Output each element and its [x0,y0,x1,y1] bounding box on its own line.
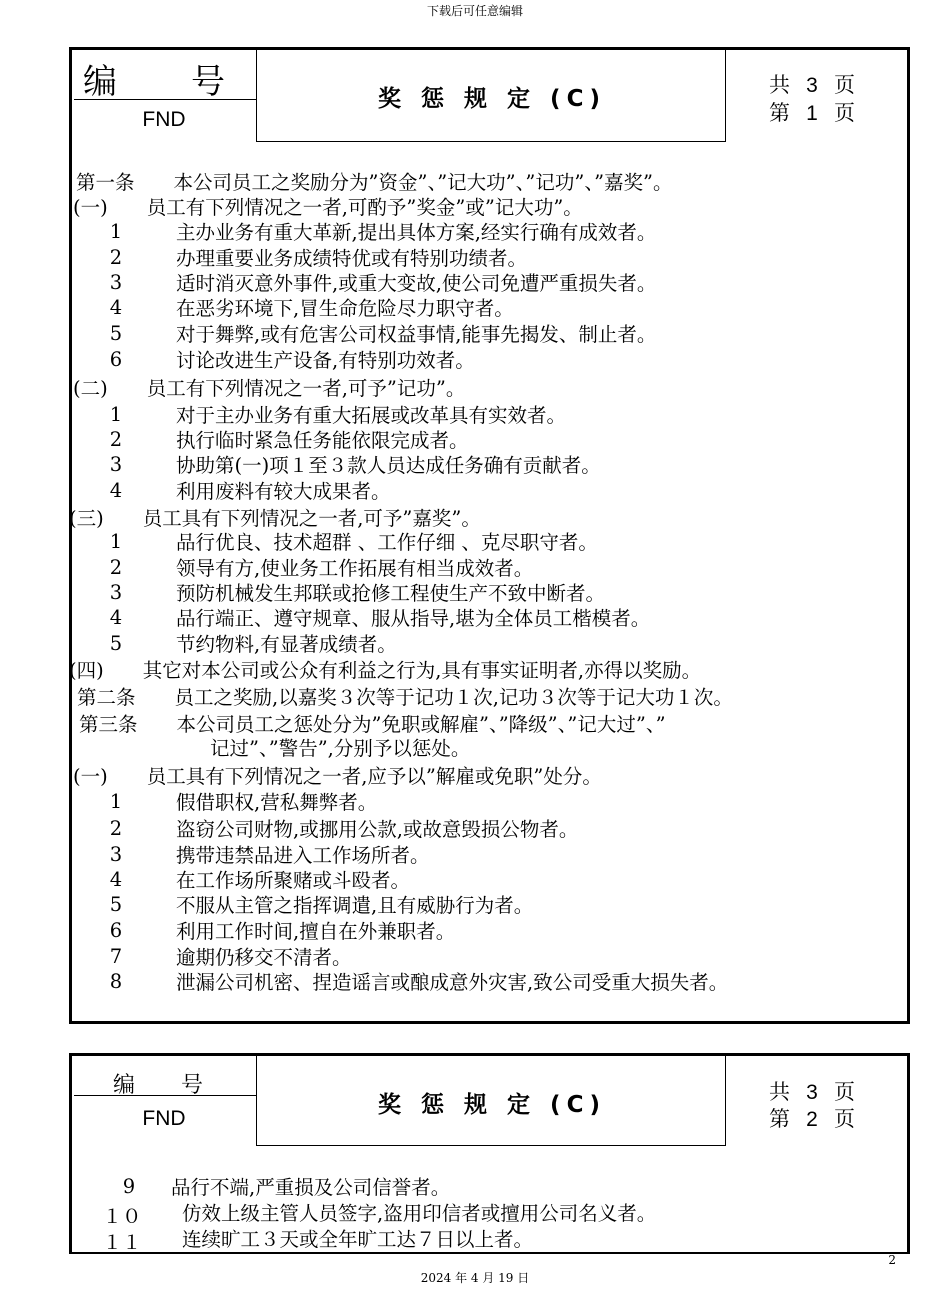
item-text: 不服从主管之指挥调遣,且有威胁行为者。 [176,894,534,917]
item-number: 4 [109,479,123,502]
item-number: 4 [109,606,123,629]
item-text: 品行端正、遵守规章、服从指导,堪为全体员工楷模者。 [176,607,651,630]
doc-title: 奖 惩 规 定 (C) [378,86,606,112]
section-heading: (一) 员工有下列情况之一者,可酌予”奖金”或”记大功”。 [73,196,583,219]
item-text: 品行不端,严重损及公司信誉者。 [171,1176,451,1199]
item-text: 利用废料有较大成果者。 [176,480,391,503]
item-number: 1 [109,220,123,243]
current-unit: 页 [834,101,855,125]
item-number: 8 [109,970,123,993]
item-text: 假借职权,营私舞弊者。 [176,791,378,814]
current-page-value: 1 [806,102,818,125]
item-number: 2 [109,246,123,269]
item-text: 办理重要业务成绩特优或有特别功绩者。 [176,247,528,270]
item-number: 3 [109,581,123,604]
item-text: 领导有方,使业务工作拓展有相当成效者。 [176,557,534,580]
section-heading: (一) 员工具有下列情况之一者,应予以”解雇或免职”处分。 [73,765,602,788]
section-heading: (四) 其它对本公司或公众有利益之行为,具有事实证明者,亦得以奖励。 [69,659,702,682]
item-number: 5 [109,893,123,916]
item-number: 9 [122,1175,136,1198]
item-text: 讨论改进生产设备,有特别功效者。 [176,349,475,372]
code-value-2: FND [142,1107,186,1130]
item-text: 利用工作时间,擅自在外兼职者。 [176,920,456,943]
code-divider [74,99,256,100]
current-page [769,97,855,127]
total-pages [769,69,855,99]
item-text: 泄漏公司机密、捏造谣言或酿成意外灾害,致公司受重大损失者。 [176,971,729,994]
total-label-2: 共 [769,1080,790,1104]
item-number: 3 [109,271,123,294]
total-label: 共 [769,73,790,97]
item-text: 执行临时紧急任务能依限完成者。 [176,429,469,452]
item-text: 对于主办业务有重大拓展或改革具有实效者。 [176,404,567,427]
doc-title-2: 奖 惩 规 定 (C) [378,1092,606,1118]
item-number: 7 [109,945,123,968]
code-value: FND [142,108,186,131]
item-text: 仿效上级主管人员签字,盗用印信者或擅用公司名义者。 [182,1202,657,1225]
item-text: 品行优良、技术超群 、工作仔细 、克尽职守者。 [176,531,598,554]
item-text: 盗窃公司财物,或挪用公款,或故意毁损公物者。 [176,818,579,841]
item-number: 5 [109,322,123,345]
section-heading: 记过”、”警告”,分别予以惩处。 [210,737,471,760]
page-number: 2 [888,1253,896,1267]
download-note: 下载后可任意编辑 [426,4,523,18]
item-number: 2 [109,556,123,579]
current-unit-2: 页 [834,1107,855,1131]
item-text: 连续旷工３天或全年旷工达７日以上者。 [182,1228,534,1251]
section-heading: 第一条 本公司员工之奖励分为”资金”、”记大功”、”记功”、”嘉奖”。 [76,171,673,194]
section-heading: (三) 员工具有下列情况之一者,可予”嘉奖”。 [69,507,481,530]
section-heading: (二) 员工有下列情况之一者,可予”记功”。 [73,377,466,400]
item-number: 4 [109,296,123,319]
code-cell [72,50,257,142]
section-heading: 第三条 本公司员工之惩处分为”免职或解雇”、”降级”、”记大过”、” [79,713,666,736]
total-unit-2: 页 [834,1080,855,1104]
item-text: 节约物料,有显著成绩者。 [176,633,397,656]
title-cell [256,50,726,142]
item-text: 在工作场所聚赌或斗殴者。 [176,869,411,892]
title-cell-2 [256,1056,726,1146]
item-number: 5 [109,632,123,655]
code-divider-2 [74,1095,256,1096]
total-pages-value-2: 3 [806,1081,818,1104]
item-text: 对于舞弊,或有危害公司权益事情,能事先揭发、制止者。 [176,323,657,346]
item-number: 4 [109,868,123,891]
current-page-2 [769,1103,855,1133]
item-number: 2 [109,428,123,451]
current-label: 第 [769,101,790,125]
item-text: 适时消灭意外事件,或重大变故,使公司免遭严重损失者。 [176,272,657,295]
item-number: 1 [109,530,123,553]
item-text: 协助第(一)项１至３款人员达成任务确有贡献者。 [176,454,601,477]
item-number: 6 [109,348,123,371]
item-number: 6 [109,919,123,942]
item-text: 预防机械发生邦联或抢修工程使生产不致中断者。 [176,582,606,605]
item-text: 携带违禁品进入工作场所者。 [176,844,430,867]
code-cell-2 [72,1056,257,1146]
item-number: 2 [109,817,123,840]
item-number: 1 [109,403,123,426]
code-label: 编 号 [83,62,245,102]
footer-date: 2024 年 4 月 19 日 [420,1271,530,1285]
item-text: 逾期仍移交不清者。 [176,946,352,969]
item-number: 3 [109,843,123,866]
current-label-2: 第 [769,1107,790,1131]
total-pages-value: 3 [806,74,818,97]
item-number: １１ [102,1231,142,1254]
item-text: 在恶劣环境下,冒生命危险尽力职守者。 [176,297,514,320]
item-text: 主办业务有重大革新,提出具体方案,经实行确有成效者。 [176,221,657,244]
total-pages-2 [769,1076,855,1106]
item-number: 1 [109,790,123,813]
code-label-2: 编 号 [112,1073,215,1098]
item-number: １０ [102,1205,142,1228]
total-unit: 页 [834,73,855,97]
section-heading: 第二条 员工之奖励,以嘉奖３次等于记功１次,记功３次等于记大功１次。 [77,686,733,709]
current-page-value-2: 2 [806,1108,818,1131]
item-number: 3 [109,453,123,476]
